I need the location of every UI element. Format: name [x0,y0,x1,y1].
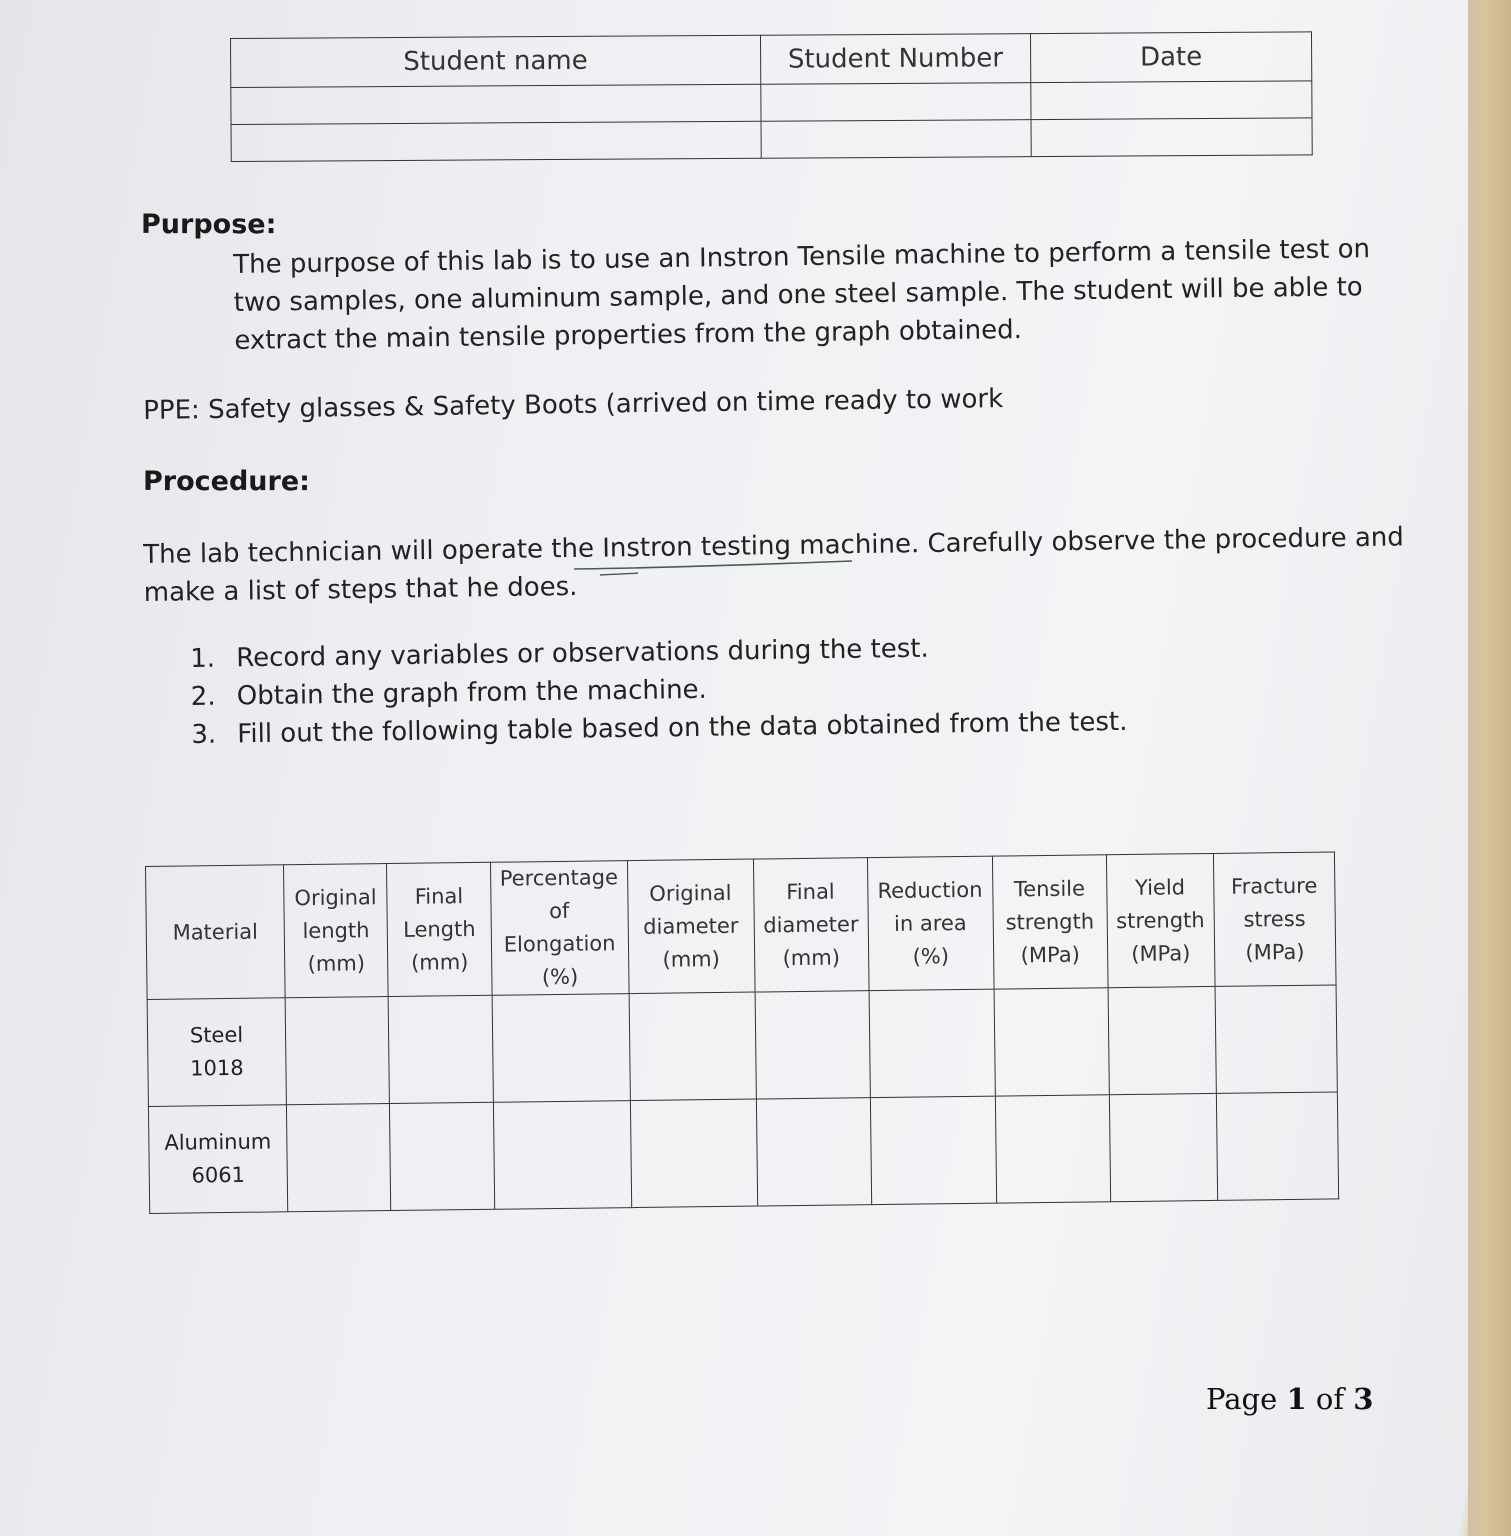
table-row [148,1092,1338,1214]
procedure-steps [190,627,1128,754]
student-number-cell[interactable] [761,120,1031,159]
entry-cell[interactable] [1216,1092,1339,1200]
entry-cell[interactable] [1109,1093,1217,1201]
column-header: Original length (mm) [283,864,388,998]
entry-cell[interactable] [755,991,870,1099]
student-info-table [230,31,1313,162]
material-cell: Aluminum 6061 [148,1105,287,1214]
student-name-header: Student name [231,35,761,87]
entry-cell[interactable] [1108,986,1216,1094]
purpose-heading: Purpose: [141,209,277,240]
handwritten-underline [572,558,862,578]
student-name-cell[interactable] [231,121,761,161]
entry-cell[interactable] [285,997,390,1105]
entry-cell[interactable] [629,992,756,1101]
date-cell[interactable] [1031,81,1312,120]
step-text: Fill out the following table based on the data obtained from the test. [237,706,1128,750]
entry-cell[interactable] [492,994,630,1103]
column-header: Original diameter (mm) [627,859,755,994]
intro-text: The lab technician will operate the [143,533,603,570]
procedure-heading: Procedure: [143,466,310,497]
entry-cell[interactable] [756,1098,871,1206]
entry-cell[interactable] [869,989,995,1098]
column-header: Final Length (mm) [387,862,492,996]
entry-cell[interactable] [630,1099,757,1208]
column-header: Reduction in area (%) [867,856,993,991]
page-number: Page 1 of 3 [1206,1382,1374,1416]
entry-cell[interactable] [286,1104,391,1212]
entry-cell[interactable] [493,1101,631,1210]
purpose-line: two samples, one aluminum sample, and one steel sample. The student will be able to [233,272,1363,318]
entry-cell[interactable] [390,1102,495,1210]
student-number-header: Student Number [760,34,1031,85]
material-cell: Steel 1018 [147,998,286,1107]
desk-edge [1468,0,1511,1536]
ppe-label: PPE [143,395,192,426]
step-text: Record any variables or observations during the test. [236,633,929,674]
table-row [147,985,1337,1107]
entry-cell[interactable] [388,995,493,1103]
table-row [231,118,1312,162]
intro-text: . Carefully observe the procedure and [910,522,1404,560]
date-cell[interactable] [1031,118,1312,157]
purpose-line: The purpose of this lab is to use an Instron Tensile machine to perform a tensile test on [233,234,1371,280]
ppe-text: : Safety glasses & Safety Boots (arrived on time ready to work [190,383,1004,426]
step-text: Obtain the graph from the machine. [236,674,708,712]
step-number: 1. [190,643,216,674]
column-header: Material [146,865,286,1000]
column-header: Percentage of Elongation (%) [490,861,628,996]
column-header: Fracture stress (MPa) [1213,852,1336,986]
step-number: 2. [190,681,216,712]
date-header: Date [1030,32,1311,83]
column-header: Yield strength (MPa) [1106,853,1215,987]
step-number: 3. [191,719,217,750]
entry-cell[interactable] [870,1096,996,1205]
instron-machine-text: Instron testing machine [602,529,912,564]
column-header: Tensile strength (MPa) [992,855,1108,989]
column-header: Final diameter (mm) [753,858,869,992]
ppe-line [143,380,1003,430]
intro-line-2: make a list of steps that he does. [143,571,578,608]
entry-cell[interactable] [994,988,1109,1096]
entry-cell[interactable] [995,1095,1110,1203]
purpose-line: extract the main tensile properties from the graph obtained. [234,314,1023,356]
student-number-cell[interactable] [760,83,1030,122]
purpose-paragraph [233,230,1371,360]
entry-cell[interactable] [1215,985,1338,1093]
student-name-cell[interactable] [231,84,761,124]
results-table [145,851,1339,1214]
